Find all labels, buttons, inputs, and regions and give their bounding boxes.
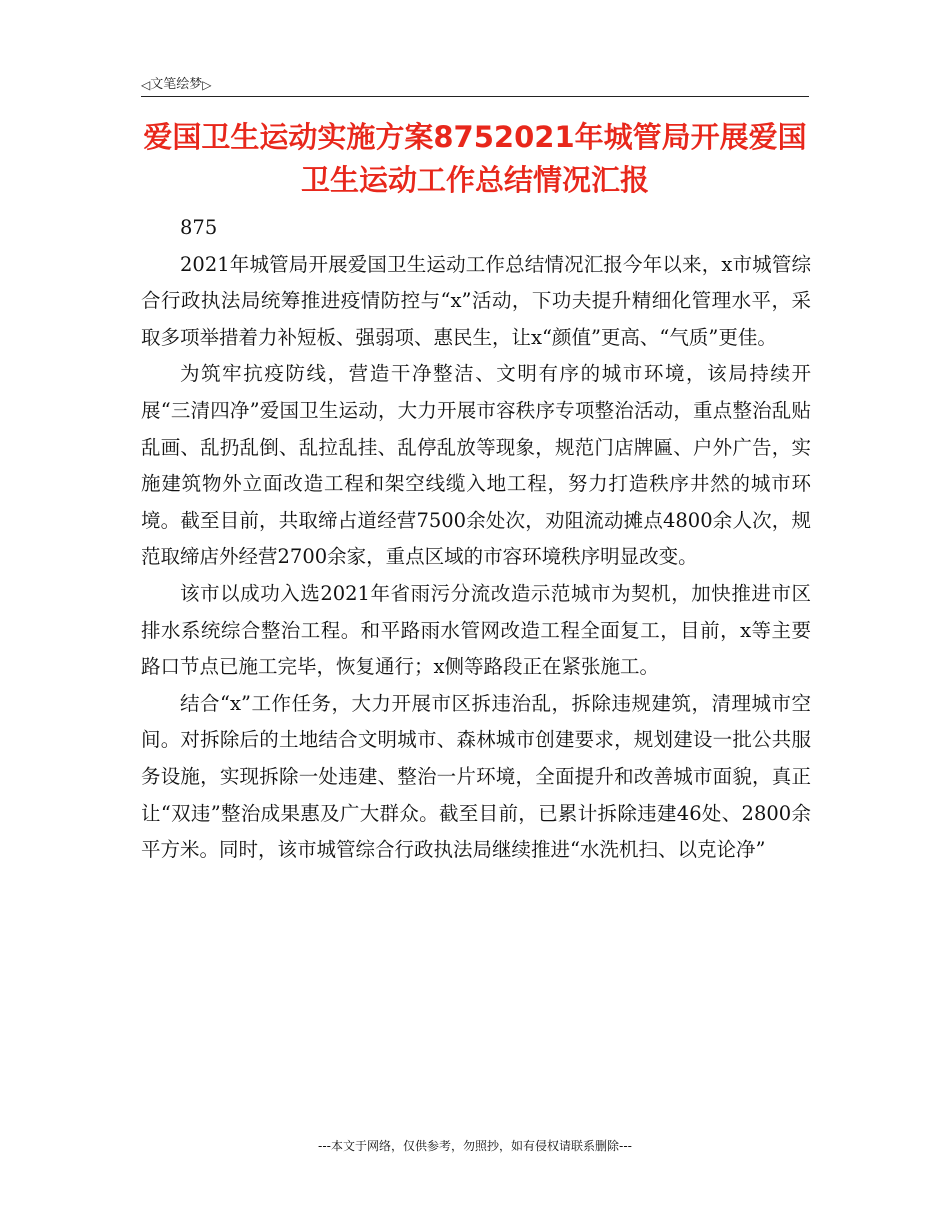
paragraph: 875	[180, 216, 218, 239]
paragraph: 为筑牢抗疫防线，营造干净整洁、文明有序的城市环境，该局持续开展“三清四净”爱国卫生运动，大力开展市容秩序专项整治活动，重点整治乱贴乱画、乱扔乱倒、乱拉乱挂、乱停乱放等现象，规范门店牌匾、户外广告，实施建筑物外立面改造工程和架空线缆入地工程，努力打造秩序井然的城市环境。截至目前，共取缔占道经营7500余处次，劝阻流动摊点4800余人次，规范取缔店外经营2700余家，重点区域的市容环境秩序明显改变。	[141, 362, 811, 569]
right-triangle-icon: ▷	[202, 78, 212, 92]
header-label: 文笔绘梦	[150, 77, 203, 92]
paragraph: 该市以成功入选2021年省雨污分流改造示范城市为契机，加快推进市区排水系统综合整治工程。和平路雨水管网改造工程全面复工，目前，x等主要路口节点已施工完毕，恢复通行；x侧等路段正在紧张施工。	[141, 581, 811, 679]
document-title: 爱国卫生运动实施方案8752021年城管局开展爱国卫生运动工作总结情况汇报	[143, 120, 807, 197]
left-triangle-icon: ◁	[141, 78, 151, 92]
page-header	[141, 74, 809, 97]
page-footer: ---本文于网络，仅供参考，勿照抄，如有侵权请联系删除---	[318, 1139, 632, 1153]
paragraph: 结合“x”工作任务，大力开展市区拆违治乱，拆除违规建筑，清理城市空间。对拆除后的土地结合文明城市、森林城市创建要求，规划建设一批公共服务设施，实现拆除一处违建、整治一片环境，全面提升和改善城市面貌，真正让“双违”整治成果惠及广大群众。截至目前，已累计拆除违建46处、2800余平方米。同时，该市城管综合行政执法局继续推进“水洗机扫、以克论净”	[141, 691, 811, 862]
document-body	[141, 210, 811, 869]
paragraph: 2021年城管局开展爱国卫生运动工作总结情况汇报今年以来，x市城管综合行政执法局统筹推进疫情防控与“x”活动，下功夫提升精细化管理水平，采取多项举措着力补短板、强弱项、惠民生，让x“颜值”更高、“气质”更佳。	[141, 252, 811, 349]
